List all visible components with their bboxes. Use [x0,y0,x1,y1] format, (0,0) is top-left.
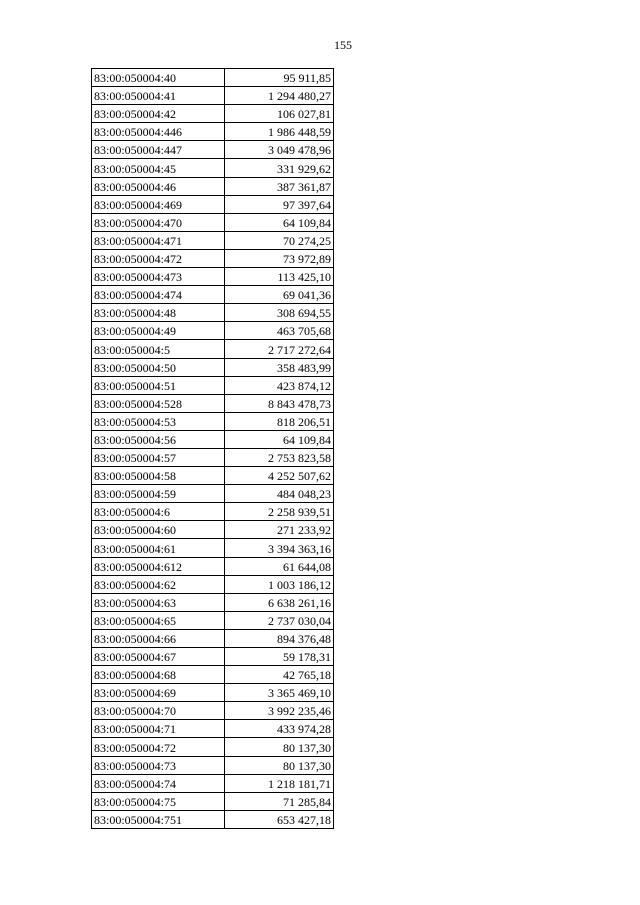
cadastral-number-cell: 83:00:050004:48 [92,304,225,322]
cadastral-value-cell: 463 705,68 [225,322,334,340]
cadastral-value-cell: 80 137,30 [225,738,334,756]
cadastral-value-cell: 2 717 272,64 [225,340,334,358]
table-row [92,304,334,322]
cadastral-value-cell: 433 974,28 [225,720,334,738]
cadastral-number-cell: 83:00:050004:45 [92,159,225,177]
cadastral-value-cell: 484 048,23 [225,485,334,503]
cadastral-number-cell: 83:00:050004:75 [92,792,225,810]
cadastral-number-cell: 83:00:050004:53 [92,412,225,430]
table-row [92,684,334,702]
cadastral-number-cell: 83:00:050004:61 [92,539,225,557]
cadastral-number-cell: 83:00:050004:528 [92,394,225,412]
cadastral-value-cell: 113 425,10 [225,268,334,286]
table-row [92,448,334,466]
table-row [92,340,334,358]
cadastral-value-cell: 95 911,85 [225,69,334,87]
table-row [92,177,334,195]
table-row [92,666,334,684]
cadastral-number-cell: 83:00:050004:70 [92,702,225,720]
table-row [92,322,334,340]
cadastral-number-cell: 83:00:050004:58 [92,467,225,485]
table-row [92,467,334,485]
table-row [92,430,334,448]
cadastral-value-cell: 818 206,51 [225,412,334,430]
cadastral-number-cell: 83:00:050004:469 [92,195,225,213]
cadastral-number-cell: 83:00:050004:68 [92,666,225,684]
cadastral-number-cell: 83:00:050004:71 [92,720,225,738]
table-row [92,231,334,249]
cadastral-number-cell: 83:00:050004:751 [92,810,225,828]
cadastral-number-cell: 83:00:050004:67 [92,648,225,666]
cadastral-value-cell: 97 397,64 [225,195,334,213]
table-row [92,629,334,647]
table-row [92,87,334,105]
table-row [92,358,334,376]
cadastral-value-cell: 64 109,84 [225,430,334,448]
cadastral-number-cell: 83:00:050004:72 [92,738,225,756]
cadastral-value-cell: 42 765,18 [225,666,334,684]
cadastral-value-cell: 2 753 823,58 [225,448,334,466]
table-row [92,286,334,304]
cadastral-number-cell: 83:00:050004:41 [92,87,225,105]
table-row [92,376,334,394]
cadastral-value-cell: 331 929,62 [225,159,334,177]
cadastral-value-cell: 358 483,99 [225,358,334,376]
cadastral-value-cell: 1 003 186,12 [225,575,334,593]
cadastral-value-table [91,68,334,829]
cadastral-number-cell: 83:00:050004:5 [92,340,225,358]
cadastral-number-cell: 83:00:050004:51 [92,376,225,394]
cadastral-value-cell: 61 644,08 [225,557,334,575]
cadastral-number-cell: 83:00:050004:447 [92,141,225,159]
cadastral-number-cell: 83:00:050004:40 [92,69,225,87]
cadastral-number-cell: 83:00:050004:474 [92,286,225,304]
cadastral-number-cell: 83:00:050004:6 [92,503,225,521]
table-row [92,611,334,629]
cadastral-number-cell: 83:00:050004:42 [92,105,225,123]
cadastral-value-cell: 64 109,84 [225,213,334,231]
table-row [92,557,334,575]
table-row [92,105,334,123]
cadastral-value-cell: 3 049 478,96 [225,141,334,159]
table-row [92,720,334,738]
cadastral-number-cell: 83:00:050004:473 [92,268,225,286]
cadastral-number-cell: 83:00:050004:471 [92,231,225,249]
cadastral-value-cell: 894 376,48 [225,629,334,647]
cadastral-value-cell: 80 137,30 [225,756,334,774]
table-row [92,268,334,286]
cadastral-value-cell: 271 233,92 [225,521,334,539]
table-row [92,539,334,557]
table-row [92,394,334,412]
table-row [92,575,334,593]
table-row [92,159,334,177]
table-row [92,485,334,503]
cadastral-number-cell: 83:00:050004:59 [92,485,225,503]
table-row [92,792,334,810]
table-row [92,123,334,141]
cadastral-number-cell: 83:00:050004:56 [92,430,225,448]
cadastral-number-cell: 83:00:050004:50 [92,358,225,376]
cadastral-number-cell: 83:00:050004:612 [92,557,225,575]
table-row [92,756,334,774]
cadastral-value-cell: 3 992 235,46 [225,702,334,720]
cadastral-value-cell: 106 027,81 [225,105,334,123]
cadastral-value-cell: 3 394 363,16 [225,539,334,557]
cadastral-number-cell: 83:00:050004:446 [92,123,225,141]
table-row [92,195,334,213]
cadastral-value-cell: 6 638 261,16 [225,593,334,611]
table-row [92,702,334,720]
cadastral-number-cell: 83:00:050004:73 [92,756,225,774]
cadastral-value-cell: 3 365 469,10 [225,684,334,702]
cadastral-number-cell: 83:00:050004:63 [92,593,225,611]
cadastral-value-cell: 387 361,87 [225,177,334,195]
table-row [92,648,334,666]
cadastral-value-cell: 2 258 939,51 [225,503,334,521]
cadastral-value-cell: 653 427,18 [225,810,334,828]
table-body [92,69,334,829]
cadastral-number-cell: 83:00:050004:49 [92,322,225,340]
cadastral-number-cell: 83:00:050004:470 [92,213,225,231]
cadastral-number-cell: 83:00:050004:66 [92,629,225,647]
cadastral-value-cell: 4 252 507,62 [225,467,334,485]
cadastral-number-cell: 83:00:050004:472 [92,249,225,267]
cadastral-number-cell: 83:00:050004:69 [92,684,225,702]
table-row [92,141,334,159]
cadastral-value-cell: 1 986 448,59 [225,123,334,141]
table-row [92,412,334,430]
table-row [92,249,334,267]
cadastral-value-cell: 2 737 030,04 [225,611,334,629]
cadastral-value-cell: 59 178,31 [225,648,334,666]
table-row [92,774,334,792]
table-row [92,69,334,87]
cadastral-value-cell: 308 694,55 [225,304,334,322]
cadastral-value-cell: 70 274,25 [225,231,334,249]
cadastral-number-cell: 83:00:050004:74 [92,774,225,792]
page-number: 155 [334,38,352,52]
cadastral-number-cell: 83:00:050004:57 [92,448,225,466]
table-row [92,213,334,231]
cadastral-value-cell: 69 041,36 [225,286,334,304]
cadastral-value-cell: 71 285,84 [225,792,334,810]
cadastral-value-cell: 73 972,89 [225,249,334,267]
table-row [92,521,334,539]
table-row [92,810,334,828]
cadastral-number-cell: 83:00:050004:62 [92,575,225,593]
cadastral-value-cell: 1 218 181,71 [225,774,334,792]
cadastral-value-cell: 1 294 480,27 [225,87,334,105]
cadastral-value-cell: 8 843 478,73 [225,394,334,412]
table-row [92,503,334,521]
cadastral-number-cell: 83:00:050004:65 [92,611,225,629]
cadastral-number-cell: 83:00:050004:46 [92,177,225,195]
table-row [92,738,334,756]
cadastral-number-cell: 83:00:050004:60 [92,521,225,539]
cadastral-value-cell: 423 874,12 [225,376,334,394]
table-row [92,593,334,611]
